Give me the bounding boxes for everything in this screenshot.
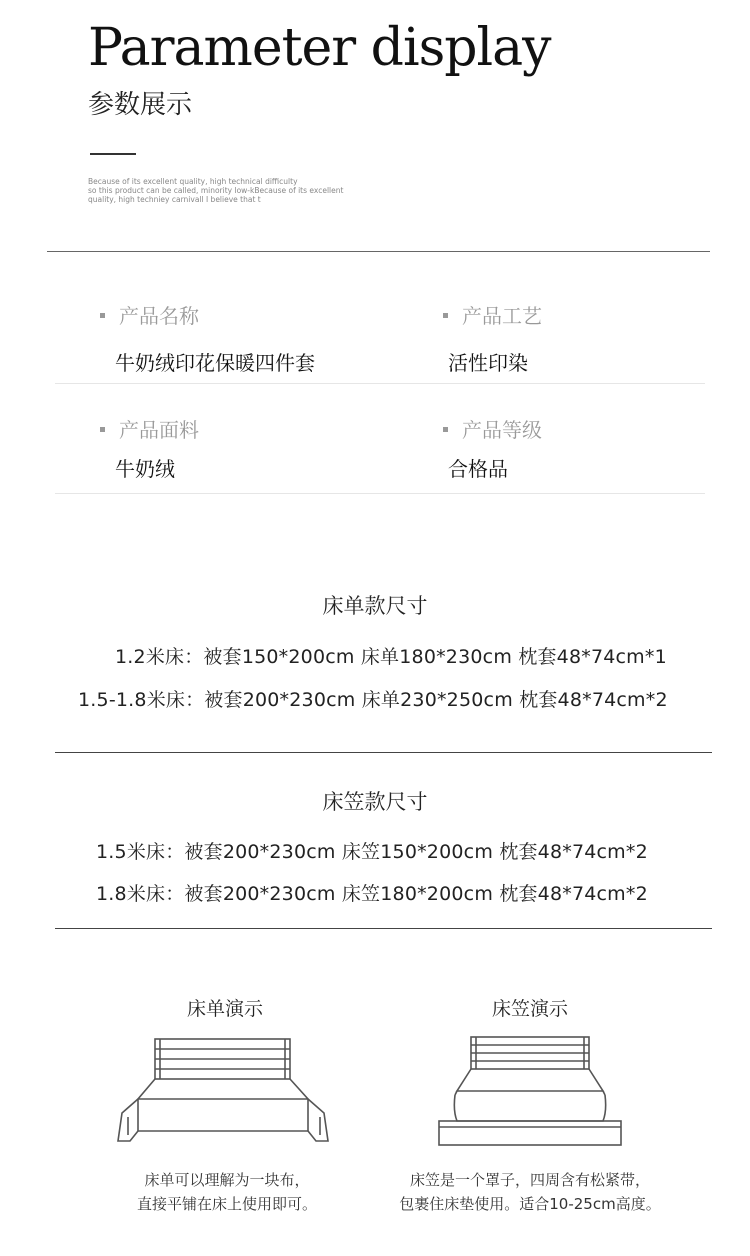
fitted-demo-caption <box>380 1168 680 1216</box>
caption-line: 床笠是一个罩子，四周含有松紧带， <box>409 1171 650 1189</box>
param-value-process: 活性印染 <box>448 351 528 375</box>
bullet-icon <box>100 427 105 432</box>
bullet-icon <box>443 427 448 432</box>
fitted-demo-title: 床笠演示 <box>491 998 568 1020</box>
fine-print-line: quality, high techniey carnivall I believe that t <box>88 195 261 204</box>
fitted-size-title: 床笠款尺寸 <box>322 790 428 814</box>
flat-sheet-bed-illustration <box>110 1035 340 1150</box>
param-row-divider <box>55 493 705 494</box>
section-divider <box>55 928 712 929</box>
sheet-size-line: 1.2米床：被套150*200cm 床单180*230cm 枕套48*74cm*1 <box>115 646 667 668</box>
section-divider <box>55 752 712 753</box>
sheet-demo-title: 床单演示 <box>186 998 263 1020</box>
fine-print-line: Because of its excellent quality, high technical difficulty <box>88 177 298 186</box>
page-title-chinese: 参数展示 <box>88 90 193 120</box>
param-row-divider <box>55 383 705 384</box>
param-label-fabric: 产品面料 <box>100 414 199 443</box>
param-value-grade: 合格品 <box>448 457 508 481</box>
param-value-fabric: 牛奶绒 <box>115 457 175 481</box>
caption-line: 直接平铺在床上使用即可。 <box>136 1195 317 1213</box>
page-title-english: Parameter display <box>88 18 551 78</box>
sheet-size-title: 床单款尺寸 <box>322 594 428 618</box>
fitted-size-line: 1.5米床：被套200*230cm 床笠150*200cm 枕套48*74cm*2 <box>96 841 648 863</box>
caption-line: 床单可以理解为一块布， <box>144 1171 310 1189</box>
header-divider <box>47 251 710 252</box>
param-value-name: 牛奶绒印花保暖四件套 <box>115 351 315 375</box>
param-label-grade: 产品等级 <box>443 414 542 443</box>
bullet-icon <box>443 313 448 318</box>
header-fine-print <box>88 177 428 204</box>
bullet-icon <box>100 313 105 318</box>
fine-print-line: so this product can be called, minority low-kBecause of its excellent <box>88 186 344 195</box>
sheet-demo-caption <box>102 1168 352 1216</box>
caption-line: 包裹住床垫使用。适合10-25cm高度。 <box>399 1195 661 1213</box>
fitted-size-line: 1.8米床：被套200*230cm 床笠180*200cm 枕套48*74cm*2 <box>96 883 648 905</box>
param-label-name: 产品名称 <box>100 300 199 329</box>
sheet-size-line: 1.5-1.8米床：被套200*230cm 床单230*250cm 枕套48*74cm*2 <box>78 689 668 711</box>
title-underline <box>90 153 136 155</box>
fitted-sheet-bed-illustration <box>435 1035 625 1150</box>
param-label-process: 产品工艺 <box>443 300 542 329</box>
